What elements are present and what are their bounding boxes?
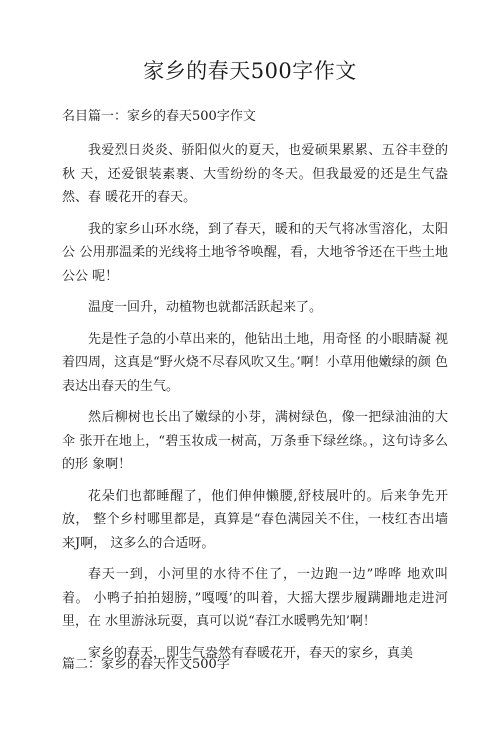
paragraph: 我的家乡山环水绕，到了春天，暖和的天气将冰雪溶化，太阳公 公用那温柔的光线将土地爷爷唤醒，看，大地爷爷还在干些土地公公 呢！ (62, 221, 448, 284)
section-heading-2: 篇二：家乡的春天作文500字 (62, 657, 230, 672)
paragraph: 我爱烈日炎炎、骄阳似火的夏天，也爱硕果累累、五谷丰登的秋 天，还爱银装素裹、大雪纷纷的冬天。但我最爱的还是生气盎然、春 暖花开的春天。 (62, 143, 448, 205)
paragraph: 温度一回升，动植物也就都活跃起来了。 (88, 300, 323, 315)
paragraph: 先是性子急的小草出来的，他钻出土地，用奇怪 的小眼睛凝 视着四周，这真是“野火烧不尽春风吹又生。’啊！小草用他嫩绿的颜 色表达出春天的生气。 (62, 331, 448, 394)
paragraph: 花朵们也都睡醒了，他们伸伸懒腰,舒枝展叶的。后来争先开放， 整个乡村哪里都是，真算是“春色满园关不住，一枝红杏出墙来J啊， 这多么的合适呀。 (62, 488, 448, 551)
paragraph: 春天一到，小河里的水待不住了，一边跑一边”哗哗 地欢叫着。 小鸭子拍拍翅膀，”嘎嘎’的叫着，大摇大摆步履蹒跚地走进河里，在 水里游泳玩耍，真可以说“春江水暖鸭先知’啊！ (62, 567, 448, 629)
paragraph: 然后柳树也长出了嫩绿的小芽，满树绿色，像一把绿油油的大伞 张开在地上，“碧玉妆成一树高，万条垂下绿丝绦。，这句诗多么的形 象啊！ (62, 410, 448, 472)
paragraph: 家乡的春天，即生气盎然有春暖花开，春天的家乡，真美 (88, 645, 414, 661)
section-heading-1: 名目篇一：家乡的春天500字作文 (62, 109, 256, 124)
essay-body (62, 139, 448, 673)
document-title: 家乡的春天500字作文 (143, 59, 357, 83)
